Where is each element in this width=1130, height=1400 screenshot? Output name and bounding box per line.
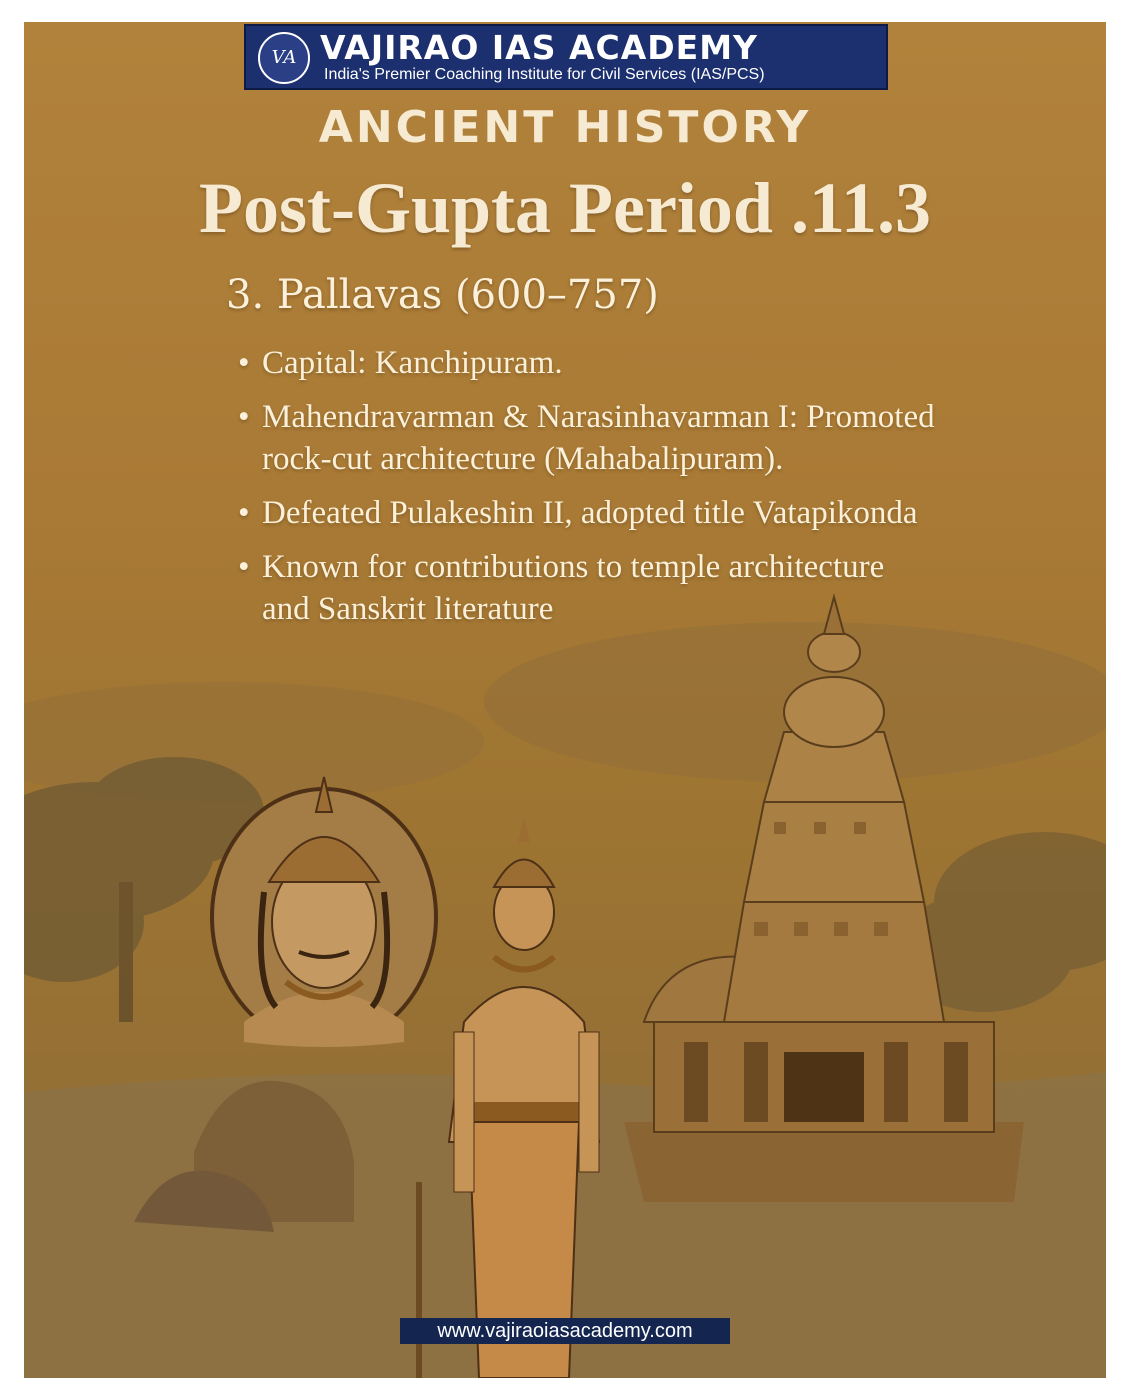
header-banner — [244, 24, 888, 90]
section-heading: 3. Pallavas (600–757) — [226, 272, 659, 318]
bullet-item: • Known for contributions to temple architecture and Sanskrit literature — [236, 546, 936, 630]
academy-logo: VA — [258, 32, 310, 84]
page-title: Post-Gupta Period .11.3 — [199, 168, 931, 248]
bullet-item: • Defeated Pulakeshin II, adopted title Vatapikonda — [236, 492, 936, 534]
bullet-item: • Capital: Kanchipuram. — [236, 342, 936, 384]
subject-heading: ANCIENT HISTORY — [318, 102, 812, 153]
brand-name: VAJIRAO IAS ACADEMY — [320, 28, 758, 67]
bullet-item: • Mahendravarman & Narasinhavarman I: Promoted rock-cut architecture (Mahabalipuram). — [236, 396, 936, 480]
bullet-list — [236, 342, 936, 642]
brand-tagline: India's Premier Coaching Institute for Civil Services (IAS/PCS) — [324, 66, 765, 83]
poster — [24, 22, 1106, 1378]
website-link[interactable]: www.vajiraoiasacademy.com — [400, 1318, 730, 1344]
